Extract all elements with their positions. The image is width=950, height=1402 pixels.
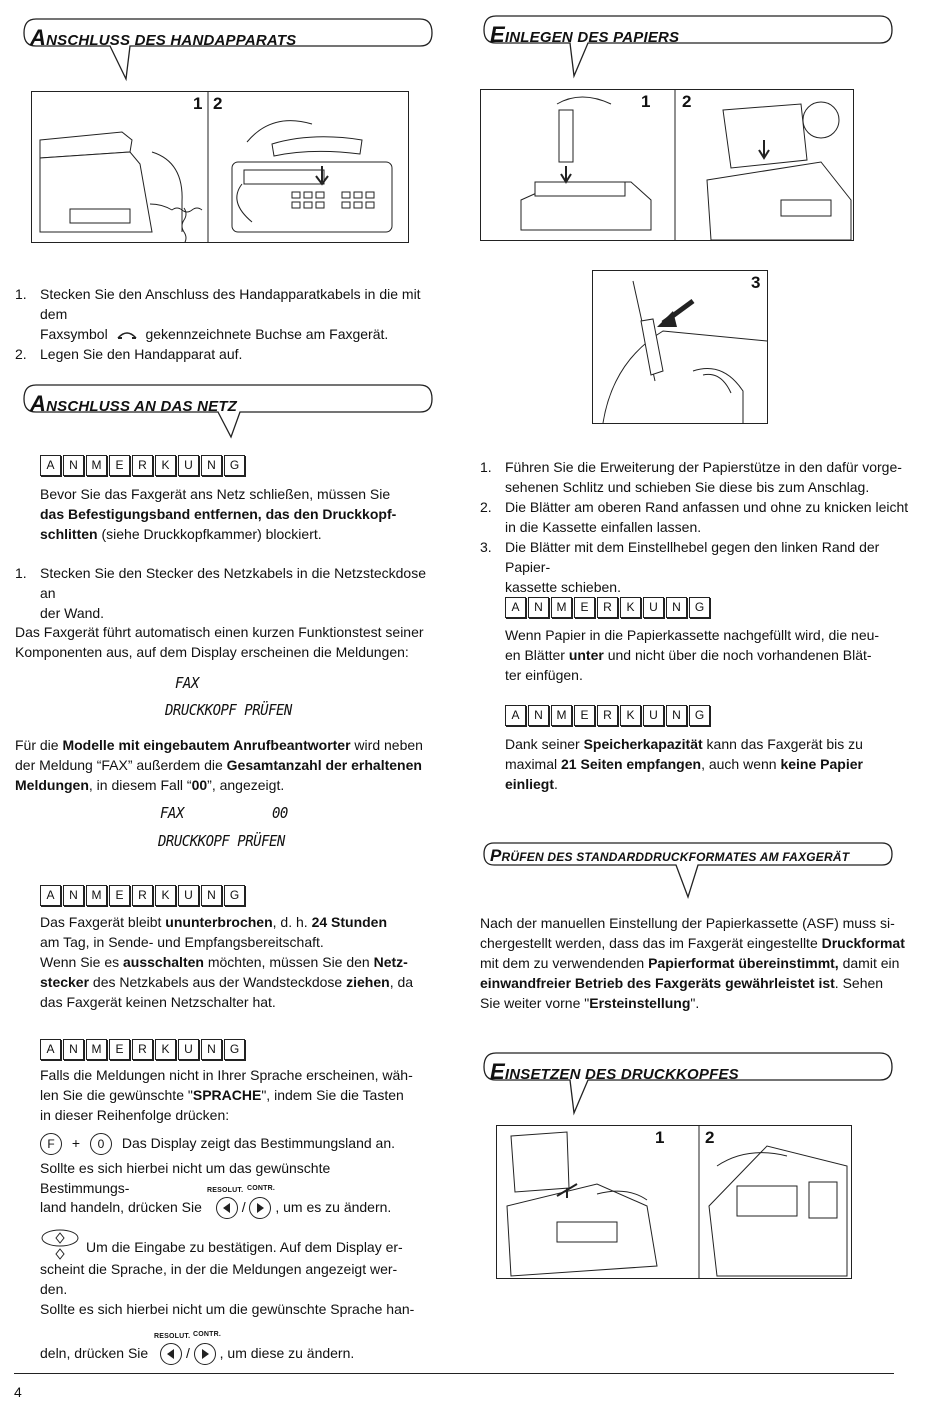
page-number: 4 <box>14 1384 22 1400</box>
display-message: DRUCKKOPF PRÜFEN <box>158 833 285 851</box>
right-arrow-key[interactable] <box>194 1343 216 1365</box>
resolut-label: RESOLUT. <box>207 1187 244 1194</box>
figure-number: 3 <box>751 273 761 292</box>
handset-symbol-icon <box>116 330 138 340</box>
language-select-row: deln, drücken Sie / , um diese zu ändern. <box>40 1340 354 1366</box>
list-item: 1. Führen Sie die Erweiterung der Papierstütze in den dafür vorge- sehenen Schlitz und schieben Sie diese bis zum Anschlag. <box>480 459 902 495</box>
note-label: A N M E R K U N G <box>505 705 710 726</box>
display-message: FAX <box>160 805 184 823</box>
display-message: DRUCKKOPF PRÜFEN <box>165 702 292 720</box>
plus-sign: + <box>71 1135 81 1151</box>
footer-rule <box>14 1373 894 1374</box>
figure-number: 1 <box>641 92 651 111</box>
format-text: Nach der manuellen Einstellung der Papierkassette (ASF) muss si- chergestellt werden, dass das im Faxgerät eingestellte Druckformat mit dem zu verwendenden Papierformat übereinstimmt, damit ein einwandfreier Betrieb des Faxgeräts gewährleistet ist. Sehen Sie weiter vorne "Ersteinstellung". <box>480 915 905 1011</box>
note-text: Das Faxgerät bleibt ununterbrochen, d. h. 24 Stunden am Tag, in Sende- und Empfangsbereitschaft. Wenn Sie es ausschalten möchten, müssen Sie den Netz- stecker des Netzkabels aus der Wandsteckdose ziehen, da das Faxgerät keinen Netzschalter hat. <box>40 914 414 1010</box>
note-label: A N M E R K U N G <box>40 455 245 476</box>
display-message: 00 <box>272 805 288 823</box>
f-key[interactable]: F <box>40 1133 62 1155</box>
handset-illustration <box>32 92 408 242</box>
selftest-text: Das Faxgerät führt automatisch einen kurzen Funktionstest seiner Komponenten aus, auf dem Display erscheinen die Meldungen: <box>15 624 424 660</box>
confirm-key-icon[interactable] <box>40 1229 80 1263</box>
paper-lever-illustration <box>593 271 767 423</box>
note-label: A N M E R K U N G <box>40 885 245 906</box>
figure-paper-3 <box>592 270 768 424</box>
key-sequence <box>40 1131 395 1155</box>
section-header-printhead: EINSETZEN DES DRUCKKOPFES <box>482 1051 894 1121</box>
figure-number: 1 <box>655 1128 665 1147</box>
handset-steps <box>15 284 435 364</box>
list-item: 1. Stecken Sie den Stecker des Netzkabels in die Netzsteckdose an der Wand. <box>15 565 426 621</box>
list-item: 2. Legen Sie den Handapparat auf. <box>15 346 243 362</box>
section-header-handset: ANSCHLUSS DES HANDAPPARATS <box>22 17 434 87</box>
note-label: A N M E R K U N G <box>40 1039 245 1060</box>
models-text: Für die Modelle mit eingebautem Anrufbeantworter wird neben der Meldung “FAX” außerdem die Gesamtanzahl der erhaltenen Meldungen, in diesem Fall “00”, angezeigt. <box>15 737 423 793</box>
paper-illustration <box>481 90 853 240</box>
section-header-paper: EINLEGEN DES PAPIERS <box>482 14 894 84</box>
note-text: Sollte es sich hierbei nicht um das gewünschte Bestimmungs- <box>40 1160 331 1196</box>
list-item: 2. Die Blätter am oberen Rand anfassen und ohne zu knicken leicht in die Kassette einfallen lassen. <box>480 499 909 535</box>
figure-number: 1 <box>193 94 203 113</box>
right-arrow-icon <box>250 1198 270 1218</box>
section-header-power: ANSCHLUSS AN DAS NETZ <box>22 383 434 453</box>
figure-handset <box>31 91 409 243</box>
language-select-row: land handeln, drücken Sie / , um es zu ändern. <box>40 1194 391 1220</box>
zero-key[interactable]: 0 <box>90 1133 112 1155</box>
note-text: Wenn Papier in die Papierkassette nachgefüllt wird, die neu- en Blätter unter und nicht über die noch vorhandenen Blät- ter einfügen. <box>505 627 880 683</box>
section-header-format: PRÜFEN DES STANDARDDRUCKFORMATES AM FAXGERÄT <box>482 841 894 901</box>
note-text: scheint die Sprache, in der die Meldungen angezeigt wer- den. Sollte es sich hierbei nicht um die gewünschte Sprache han- <box>40 1261 415 1317</box>
figure-number: 2 <box>682 92 692 111</box>
contr-label: CONTR. <box>247 1185 276 1192</box>
display-message: FAX <box>175 675 199 693</box>
note-label: A N M E R K U N G <box>505 597 710 618</box>
list-item: 3. Die Blätter mit dem Einstellhebel gegen den linken Rand der Papier- kassette schieben. <box>480 539 880 595</box>
left-arrow-icon <box>161 1344 181 1364</box>
contr-label: CONTR. <box>193 1331 222 1338</box>
figure-number: 2 <box>213 94 223 113</box>
left-arrow-key[interactable] <box>160 1343 182 1365</box>
figure-number: 2 <box>705 1128 715 1147</box>
note-text: Bevor Sie das Faxgerät ans Netz schließen, müssen Sie das Befestigungsband entfernen, das den Druckkopf- schlitten (siehe Druckkopfkammer) blockiert. <box>40 486 397 542</box>
paper-steps <box>480 457 910 597</box>
note-text: Falls die Meldungen nicht in Ihrer Sprache erscheinen, wäh- len Sie die gewünschte "SPRACHE", indem Sie die Tasten in dieser Reihenfolge drücken: <box>40 1067 413 1123</box>
left-arrow-icon <box>217 1198 237 1218</box>
key-sequence-text: Das Display zeigt das Bestimmungsland an. <box>121 1135 395 1151</box>
power-steps <box>15 563 435 623</box>
right-arrow-key[interactable] <box>249 1197 271 1219</box>
note-text: Dank seiner Speicherkapazität kann das Faxgerät bis zu maximal 21 Seiten empfangen, auch wenn keine Papier einliegt. <box>505 736 863 792</box>
resolut-label: RESOLUT. <box>154 1333 191 1340</box>
right-arrow-icon <box>195 1344 215 1364</box>
figure-paper-1-2 <box>480 89 854 241</box>
list-item: 1. Stecken Sie den Anschluss des Handapparatkabels in die mit dem Faxsymbol gekennzeichnete Buchse am Faxgerät. <box>15 286 421 342</box>
printhead-illustration <box>497 1126 851 1278</box>
left-arrow-key[interactable] <box>216 1197 238 1219</box>
figure-printhead <box>496 1125 852 1279</box>
